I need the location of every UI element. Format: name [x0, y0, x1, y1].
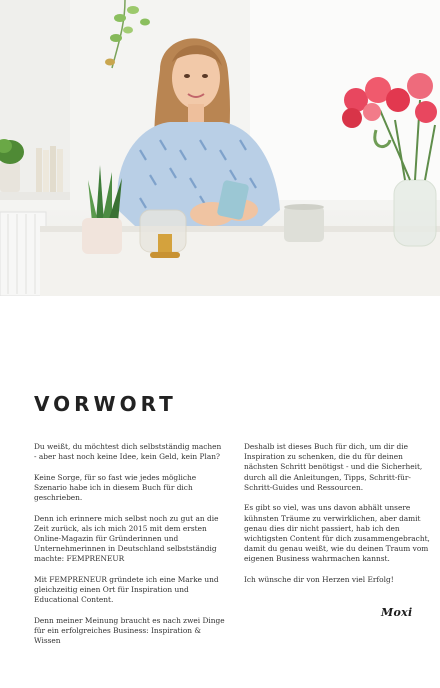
hero-illustration: [0, 0, 440, 296]
signature: Moxi: [381, 606, 413, 619]
paragraph: Mit FEMPRENEUR gründete ich eine Marke und gleichzeitig einen Ort für Inspiration und Educational Content.: [34, 574, 219, 605]
paragraph: Denn ich erinnere mich selbst noch zu gut an die Zeit zurück, als ich mich 2015 mit dem ersten Online-Magazin für Gründerinnen und Unternehmerinnen in Deutschland selbstständig machte: FEMPRENEUR: [34, 513, 219, 564]
left-column: [34, 442, 226, 657]
mug: [284, 204, 324, 242]
page-title: VORWORT: [34, 392, 177, 416]
paragraph: Es gibt so viel, was uns davon abhält unsere kühnsten Träume zu verwirklichen, aber damit genau dies dir nicht passiert, hab ich den wichtigsten Content für dich zusammengebracht, damit du genau weißt, wie du deinen Traum vom eigenen Business wahrmachen kannst.: [244, 503, 430, 564]
paragraph: Du weißt, du möchtest dich selbstständig machen - aber hast noch keine Idee, kein Geld, kein Plan?: [34, 442, 222, 462]
paragraph: Deshalb ist dieses Buch für dich, um dir die Inspiration zu schenken, die du für deinen nächsten Schritt benötigst - und die Sicherheit, durch all die Anleitungen, Tipps, Schritt-für-Schritt-Guides und Ressourcen.: [244, 442, 423, 492]
paragraph: Ich wünsche dir von Herzen viel Erfolg!: [244, 574, 394, 584]
radiator: [0, 212, 46, 296]
right-column: [244, 442, 436, 595]
tea-glass: [140, 210, 186, 258]
hero-photo: [0, 0, 440, 296]
paragraph: Denn meiner Meinung braucht es nach zwei Dinge für ein erfolgreiches Business: Inspiration & Wissen: [34, 615, 225, 646]
paragraph: Keine Sorge, für so fast wie jedes mögliche Szenario habe ich in diesem Buch für dich geschrieben.: [34, 472, 197, 503]
